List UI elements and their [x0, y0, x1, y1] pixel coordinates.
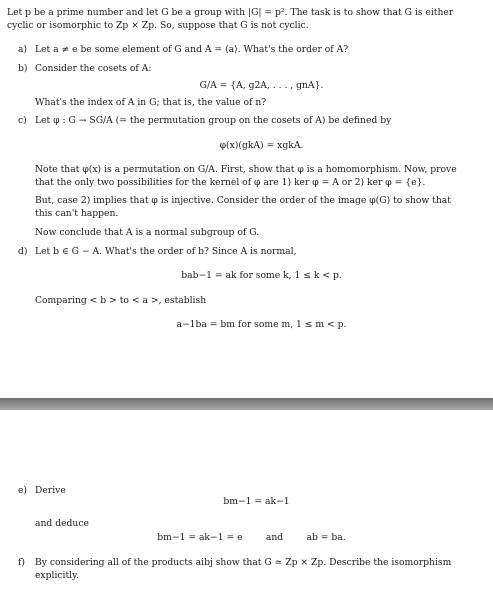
page-divider: [0, 398, 493, 410]
item-f-line-1: By considering all of the products aibj show that G ≃ Zp × Zp. Describe the isomorphism: [35, 557, 452, 568]
item-c-conclude: Now conclude that A is a normal subgroup of G.: [35, 227, 260, 238]
item-c-label: c): [18, 115, 27, 126]
item-d-equation-1: bab−1 = ak for some k, 1 ≤ k < p.: [181, 270, 342, 281]
item-c-case-line-1: But, case 2) implies that φ is injective. Consider the order of the image φ(G) to show that: [35, 195, 451, 206]
intro-line-2: cyclic or isomorphic to Zp × Zp. So, suppose that G is not cyclic.: [7, 19, 309, 31]
item-d-text: Let b ∈ G − A. What's the order of b? Since A is normal,: [35, 246, 297, 257]
item-e-label: e): [18, 485, 28, 496]
item-c-case-line-2: this can't happen.: [35, 207, 119, 219]
item-b-text: Consider the cosets of A:: [35, 63, 152, 74]
item-e-deduce: and deduce: [35, 518, 89, 529]
item-d-compare: Comparing < b > to < a >, establish: [35, 295, 207, 306]
item-a-label: a): [18, 44, 28, 55]
item-d-label: d): [18, 246, 28, 257]
item-e-equation-2: bm−1 = ak−1 = e and ab = ba.: [157, 532, 346, 543]
item-b-label: b): [18, 63, 28, 74]
item-c-note-line-1: Note that φ(x) is a permutation on G/A. First, show that φ is a homomorphism. Now, prove: [35, 164, 457, 175]
item-c-equation: φ(x)(gkA) = xgkA.: [219, 140, 304, 151]
item-e-text: Derive: [35, 485, 66, 496]
intro-paragraph: [7, 7, 485, 32]
item-f-label: f): [18, 557, 25, 568]
item-b-follow: What's the index of A in G; that is, the value of n?: [35, 97, 267, 108]
item-b-equation: G/A = {A, g2A, . . . , gnA}.: [199, 80, 324, 91]
item-f-line-2: explicitly.: [35, 569, 79, 581]
item-e-equation-1: bm−1 = ak−1: [223, 496, 290, 507]
item-a-text: Let a ≠ e be some element of G and A = ⟨a⟩. What's the order of A?: [35, 44, 349, 55]
item-c-text: Let φ : G → SG/A (= the permutation group on the cosets of A) be defined by: [35, 115, 392, 126]
item-d-equation-2: a−1ba = bm for some m, 1 ≤ m < p.: [176, 319, 347, 330]
item-c-note-line-2: that the only two possibilities for the kernel of φ are 1) ker φ = A or 2) ker φ = {e}.: [35, 176, 426, 188]
intro-line-1: Let p be a prime number and let G be a group with |G| = p². The task is to show that G is either: [7, 7, 454, 18]
